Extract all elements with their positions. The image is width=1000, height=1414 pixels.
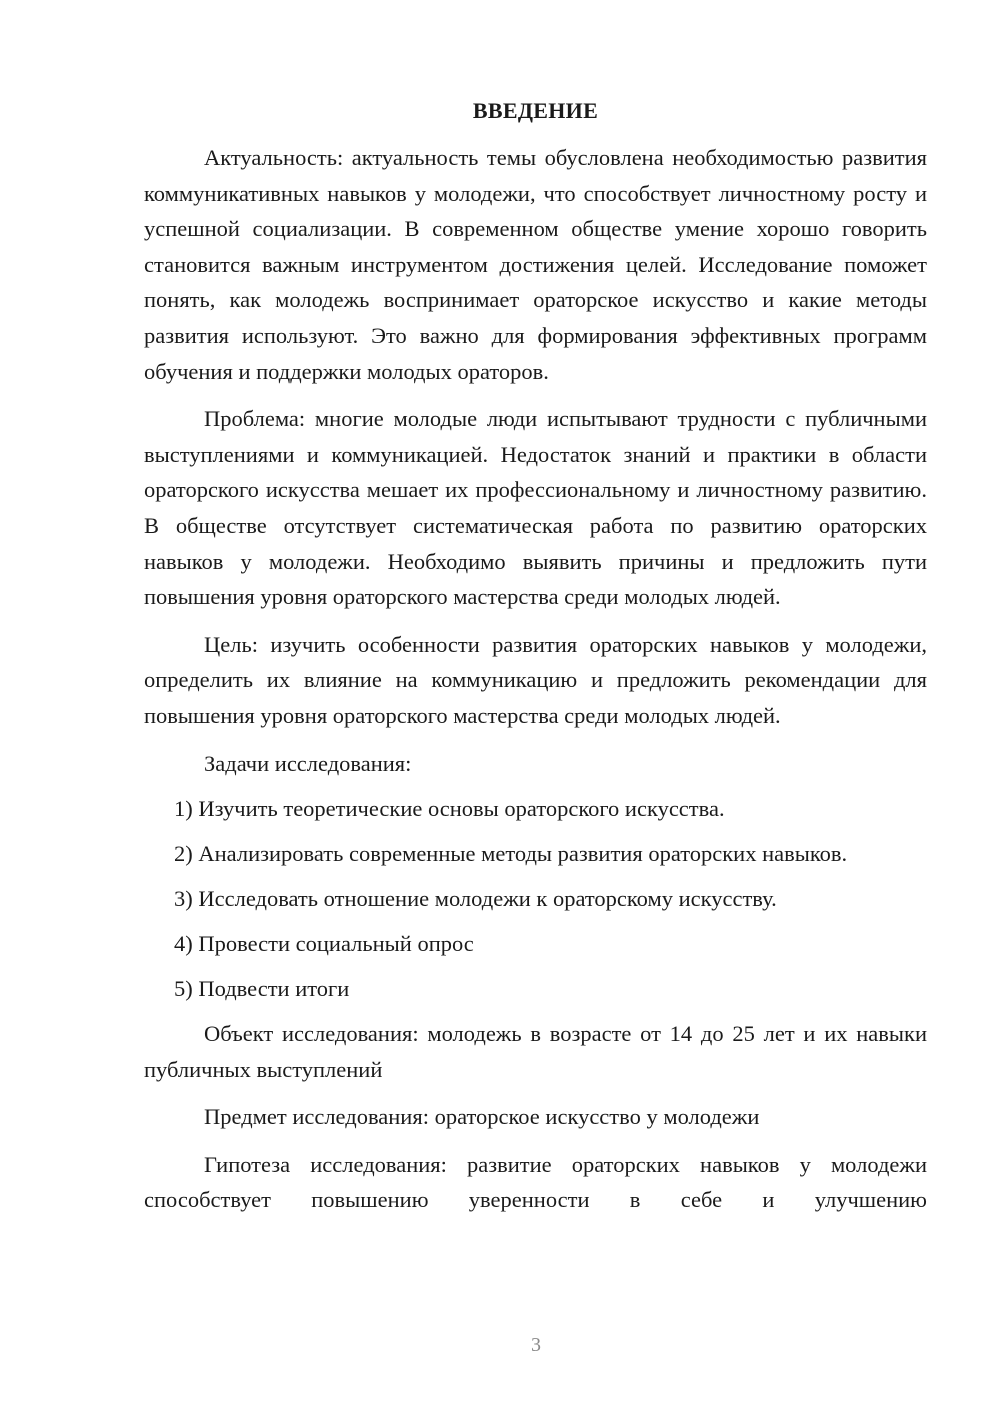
document-body bbox=[144, 96, 927, 1218]
problem-paragraph: Проблема: многие молодые люди испытывают трудности с публичными выступлениями и коммуникацией. Недостаток знаний и практики в области ораторского искусства мешает их профессиональному и личностному развитию. В обществе отсутствует систематическая работа по развитию ораторских навыков у молодежи. Необходимо выявить причины и предложить пути повышения уровня ораторского мастерства среди молодых людей. bbox=[144, 406, 927, 610]
task-item-2: 2) Анализировать современные методы развития ораторских навыков. bbox=[174, 840, 848, 866]
object-paragraph: Объект исследования: молодежь в возрасте от 14 до 25 лет и их навыки публичных выступлений bbox=[144, 1021, 927, 1082]
task-item-1: 1) Изучить теоретические основы ораторского искусства. bbox=[174, 795, 725, 821]
hypothesis-paragraph: Гипотеза исследования: развитие ораторских навыков у молодежи способствует повышению уверенности в себе и улучшению bbox=[144, 1151, 927, 1213]
goal-paragraph: Цель: изучить особенности развития ораторских навыков у молодежи, определить их влияние на коммуникацию и предложить рекомендации для повышения уровня ораторского мастерства среди молодых людей. bbox=[144, 631, 927, 728]
task-item-4: 4) Провести социальный опрос bbox=[174, 930, 474, 956]
subject-paragraph: Предмет исследования: ораторское искусство у молодежи bbox=[204, 1104, 760, 1130]
relevance-paragraph: Актуальность: актуальность темы обусловлена необходимостью развития коммуникативных навыков у молодежи, что способствует личностному росту и успешной социализации. В современном обществе умение хорошо говорить становится важным инструментом достижения целей. Исследование поможет понять, как молодежь воспринимает ораторское искусство и какие методы развития используют. Это важно для формирования эффективных программ обучения и поддержки молодых ораторов. bbox=[144, 145, 927, 384]
task-item-5: 5) Подвести итоги bbox=[174, 975, 350, 1001]
task-item-3: 3) Исследовать отношение молодежи к ораторскому искусству. bbox=[174, 885, 777, 911]
tasks-title: Задачи исследования: bbox=[204, 750, 412, 776]
page-number: 3 bbox=[531, 1334, 541, 1356]
section-heading: ВВЕДЕНИЕ bbox=[472, 98, 599, 123]
